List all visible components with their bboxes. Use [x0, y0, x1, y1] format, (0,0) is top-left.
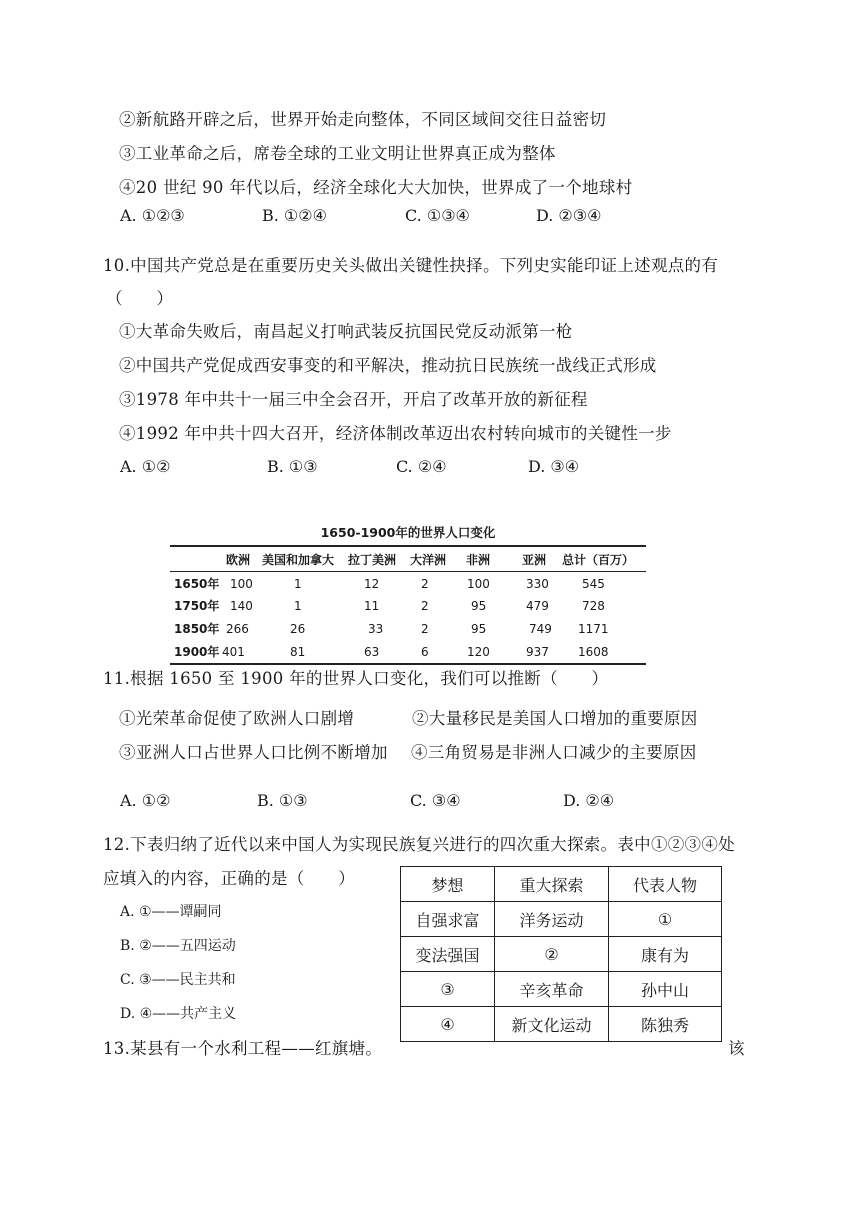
q12-stem-cont: 应填入的内容，正确的是（ ）: [103, 869, 355, 888]
cell-dream: 自强求富: [401, 902, 495, 937]
cell-asia: 330: [526, 577, 549, 591]
q12-option-a: A. ①——谭嗣同: [120, 904, 222, 920]
header-asia: 亚洲: [522, 553, 547, 567]
q9-option-d: D. ②③④: [536, 206, 602, 225]
q10-option-d: D. ③④: [528, 457, 580, 476]
cell-exploration: 新文化运动: [495, 1007, 609, 1042]
table-row: [401, 1007, 722, 1042]
q10-statement-1: ①大革命失败后，南昌起义打响武装反抗国民党反动派第一枪: [119, 322, 573, 341]
dream-exploration-table: [400, 866, 722, 1042]
cell-asia: 479: [526, 599, 549, 613]
table-top-rule: [170, 545, 646, 547]
header-us-canada: 美国和加拿大: [262, 553, 335, 567]
table-header-rule: [170, 571, 646, 572]
population-table-title: 1650-1900年的世界人口变化: [320, 525, 496, 540]
cell-africa: 120: [467, 645, 490, 659]
q9-statement-4: ④20 世纪 90 年代以后，经济全球化大大加快，世界成了一个地球村: [119, 178, 633, 197]
cell-total: 1608: [578, 645, 609, 659]
q9-option-a: A. ①②③: [120, 206, 185, 225]
q9-option-b: B. ①②④: [262, 206, 327, 225]
cell-africa: 95: [471, 622, 487, 636]
cell-us-canada: 1: [294, 577, 302, 591]
cell-oceania: 6: [421, 645, 429, 659]
q13-stem-tail: 该: [728, 1039, 745, 1058]
cell-europe: 266: [226, 622, 249, 636]
table-row: [401, 972, 722, 1007]
cell-exploration: 洋务运动: [495, 902, 609, 937]
q12-stem: 12.下表归纳了近代以来中国人为实现民族复兴进行的四次重大探索。表中①②③④处: [103, 835, 735, 854]
table-row: [401, 937, 722, 972]
q9-option-c: C. ①③④: [405, 206, 470, 225]
cell-latin-america: 33: [368, 622, 384, 636]
cell-africa: 100: [467, 577, 490, 591]
q11-option-c: C. ③④: [410, 791, 461, 810]
q12-option-b: B. ②——五四运动: [120, 938, 236, 954]
q10-option-a: A. ①②: [120, 457, 171, 476]
cell-total: 1171: [578, 622, 609, 636]
cell-latin-america: 63: [364, 645, 380, 659]
cell-latin-america: 12: [364, 577, 380, 591]
q10-statement-2: ②中国共产党促成西安事变的和平解决，推动抗日民族统一战线正式形成: [119, 356, 657, 375]
row-year: 1750年: [174, 599, 220, 613]
cell-europe: 401: [222, 645, 245, 659]
cell-us-canada: 1: [294, 599, 302, 613]
table-header-row: [401, 867, 722, 902]
cell-figure: ①: [609, 902, 722, 937]
q11-statement-1: ①光荣革命促使了欧洲人口剧增: [119, 709, 355, 728]
row-year: 1900年: [174, 645, 220, 659]
cell-figure: 孙中山: [609, 972, 722, 1007]
q10-statement-4: ④1992 年中共十四大召开，经济体制改革迈出农村转向城市的关键性一步: [119, 424, 672, 443]
cell-africa: 95: [471, 599, 487, 613]
cell-dream: ③: [401, 972, 495, 1007]
q12-option-d: D. ④——共产主义: [120, 1006, 237, 1022]
cell-oceania: 2: [421, 577, 429, 591]
cell-figure: 康有为: [609, 937, 722, 972]
cell-dream: 变法强国: [401, 937, 495, 972]
q10-option-c: C. ②④: [396, 457, 447, 476]
header-figure: 代表人物: [609, 867, 722, 902]
cell-us-canada: 81: [290, 645, 306, 659]
header-europe: 欧洲: [226, 553, 251, 567]
cell-europe: 140: [230, 599, 253, 613]
header-exploration: 重大探索: [495, 867, 609, 902]
cell-latin-america: 11: [364, 599, 380, 613]
row-year: 1850年: [174, 622, 220, 636]
q13-stem: 13.某县有一个水利工程——红旗塘。: [103, 1039, 383, 1058]
cell-exploration: ②: [495, 937, 609, 972]
q11-statement-3: ③亚洲人口占世界人口比例不断增加: [119, 743, 388, 762]
q10-stem: 10.中国共产党总是在重要历史关头做出关键性抉择。下列史实能印证上述观点的有: [103, 256, 719, 275]
q12-option-c: C. ③——民主共和: [120, 972, 236, 988]
cell-oceania: 2: [421, 599, 429, 613]
cell-dream: ④: [401, 1007, 495, 1042]
q11-option-a: A. ①②: [120, 791, 171, 810]
cell-europe: 100: [230, 577, 253, 591]
cell-asia: 749: [529, 622, 552, 636]
cell-total: 728: [582, 599, 605, 613]
table-row: [401, 902, 722, 937]
table-bottom-rule: [170, 663, 646, 665]
q10-answer-blank: （ ）: [106, 289, 174, 308]
header-oceania: 大洋洲: [410, 553, 447, 567]
cell-us-canada: 26: [290, 622, 306, 636]
q11-option-d: D. ②④: [563, 791, 615, 810]
q11-statement-2: ②大量移民是美国人口增加的重要原因: [412, 709, 698, 728]
header-latin-america: 拉丁美洲: [348, 553, 397, 567]
cell-total: 545: [582, 577, 605, 591]
row-year: 1650年: [174, 577, 220, 591]
cell-figure: 陈独秀: [609, 1007, 722, 1042]
q11-statement-4: ④三角贸易是非洲人口减少的主要原因: [411, 743, 697, 762]
q9-statement-3: ③工业革命之后，席卷全球的工业文明让世界真正成为整体: [119, 144, 556, 163]
cell-asia: 937: [526, 645, 549, 659]
cell-oceania: 2: [421, 622, 429, 636]
cell-exploration: 辛亥革命: [495, 972, 609, 1007]
header-africa: 非洲: [466, 553, 491, 567]
q11-stem: 11.根据 1650 至 1900 年的世界人口变化，我们可以推断（ ）: [103, 669, 609, 688]
q11-option-b: B. ①③: [257, 791, 308, 810]
q10-option-b: B. ①③: [267, 457, 318, 476]
q9-statement-2: ②新航路开辟之后，世界开始走向整体，不同区域间交往日益密切: [119, 110, 607, 129]
q10-statement-3: ③1978 年中共十一届三中全会召开，开启了改革开放的新征程: [119, 390, 588, 409]
header-total: 总计（百万）: [562, 553, 635, 567]
header-dream: 梦想: [401, 867, 495, 902]
